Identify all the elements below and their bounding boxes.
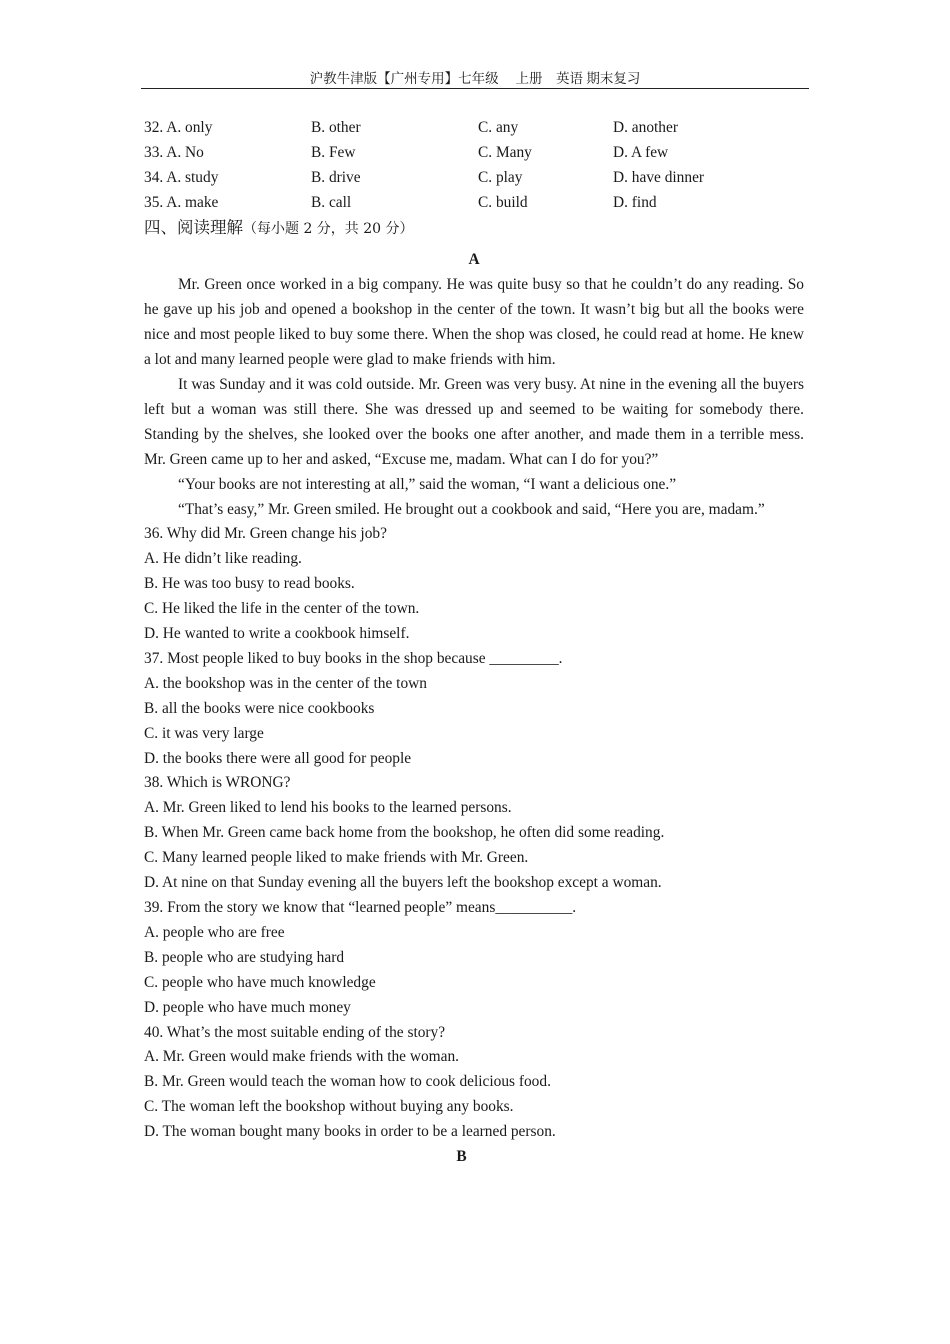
option-b: B. Few (311, 143, 356, 161)
answer-option: B. He was too busy to read books. (144, 575, 355, 593)
question-text: 39. From the story we know that “learned people” means__________. (144, 899, 577, 916)
answer-option: A. Mr. Green would make friends with the woman. (144, 1048, 460, 1066)
paragraph: It was Sunday and it was cold outside. Mr. Green was very busy. At nine in the evening all the buyers left but a woman was still there. She was dressed up and seemed to be waiting for somebody there. Standing by the shelves, she looked over the books one after another, and made them in a terrible mess. Mr. Green came up to her and asked, “Excuse me, madam. What can I do for you?” (144, 375, 804, 468)
question-block (144, 896, 804, 1021)
section-title (144, 216, 804, 241)
answer-option: B. Mr. Green would teach the woman how to cook delicious food. (144, 1073, 551, 1091)
question-text: 40. What’s the most suitable ending of the story? (144, 1023, 446, 1041)
question-text: 36. Why did Mr. Green change his job? (144, 525, 387, 543)
option-row (144, 116, 804, 141)
answer-option: C. Many learned people liked to make friends with Mr. Green. (144, 849, 529, 867)
passage-a-label: A (468, 251, 480, 269)
option-d: D. A few (613, 143, 669, 161)
paragraph: “Your books are not interesting at all,” said the woman, “I want a delicious one.” (178, 475, 677, 493)
answer-option: D. the books there were all good for people (144, 749, 412, 767)
exam-content (144, 116, 804, 1170)
answer-option: B. When Mr. Green came back home from the bookshop, he often did some reading. (144, 824, 665, 842)
option-c: C. Many (478, 143, 532, 161)
section-heading: 四、阅读理解 (144, 217, 243, 237)
option-b: B. drive (311, 168, 361, 186)
answer-option: C. it was very large (144, 724, 264, 742)
answer-option: D. people who have much money (144, 998, 351, 1016)
question-block (144, 647, 804, 772)
option-a: 32. A. only (144, 119, 213, 136)
answer-option: A. the bookshop was in the center of the town (144, 674, 427, 692)
answer-option: C. people who have much knowledge (144, 973, 376, 991)
question-block (144, 522, 804, 647)
answer-option: A. He didn’t like reading. (144, 550, 302, 568)
option-row (144, 141, 804, 166)
answer-option: B. all the books were nice cookbooks (144, 699, 375, 717)
option-a: 35. A. make (144, 193, 219, 211)
option-row (144, 191, 804, 216)
page-header: 沪教牛津版【广州专用】七年级 上册 英语 期末复习 (141, 70, 809, 89)
option-a: 33. A. No (144, 143, 204, 161)
answer-option: C. The woman left the bookshop without buying any books. (144, 1098, 514, 1116)
option-row (144, 166, 804, 191)
passage-b-label: B (456, 1148, 467, 1166)
option-d: D. find (613, 193, 657, 211)
option-a: 34. A. study (144, 168, 219, 186)
answer-option: B. people who are studying hard (144, 948, 345, 966)
option-d: D. another (613, 119, 678, 136)
option-b: B. call (311, 193, 352, 211)
section-note: （每小题 2 分，共 20 分） (243, 220, 414, 237)
question-text: 37. Most people liked to buy books in the shop because _________. (144, 649, 563, 667)
option-c: C. any (478, 119, 519, 136)
question-text: 38. Which is WRONG? (144, 774, 291, 792)
answer-option: D. At nine on that Sunday evening all the buyers left the bookshop except a woman. (144, 874, 662, 892)
option-c: C. build (478, 193, 528, 211)
question-block (144, 771, 804, 896)
option-c: C. play (478, 168, 523, 186)
answer-option: A. Mr. Green liked to lend his books to the learned persons. (144, 799, 512, 817)
answer-option: A. people who are free (144, 923, 285, 941)
answer-option: C. He liked the life in the center of the town. (144, 600, 420, 618)
answer-option: D. The woman bought many books in order to be a learned person. (144, 1123, 556, 1141)
option-d: D. have dinner (613, 168, 705, 186)
paragraph: Mr. Green once worked in a big company. He was quite busy so that he couldn’t do any reading. So he gave up his job and opened a bookshop in the center of the town. It wasn’t big but all the books were nice and most people liked to buy some there. When the shop was closed, he could read at home. He knew a lot and many learned people were glad to make friends with him. (144, 276, 804, 369)
question-block (144, 1021, 804, 1146)
paragraph: “That’s easy,” Mr. Green smiled. He brought out a cookbook and said, “Here you are, madam.” (178, 500, 765, 518)
option-b: B. other (311, 119, 361, 136)
answer-option: D. He wanted to write a cookbook himself. (144, 625, 410, 643)
